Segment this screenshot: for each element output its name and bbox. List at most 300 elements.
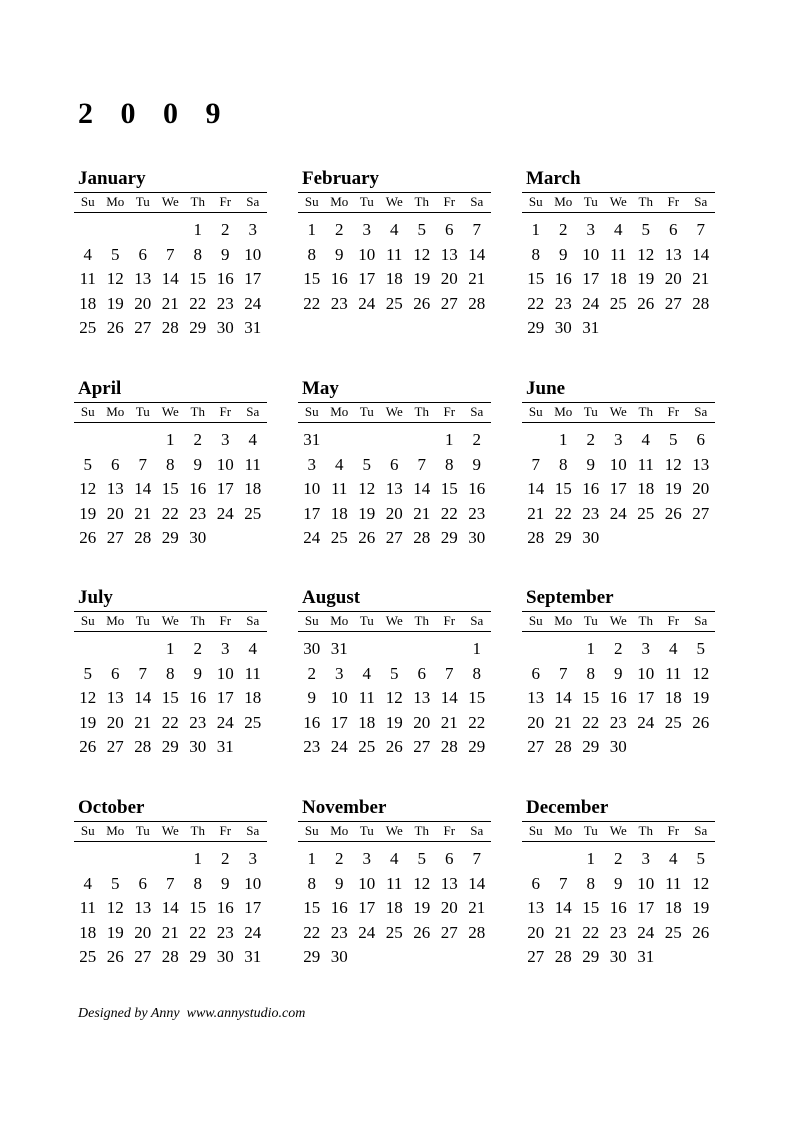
day-cell: 11 bbox=[79, 269, 96, 288]
day-cell: 18 bbox=[664, 688, 682, 707]
day-cell: 17 bbox=[216, 688, 234, 707]
weekday-label: Sa bbox=[470, 194, 484, 209]
day-cell: 14 bbox=[134, 479, 152, 498]
month-march bbox=[522, 168, 717, 343]
day-cell: 24 bbox=[609, 503, 627, 523]
day-cell: 4 bbox=[248, 430, 257, 449]
day-cell: 18 bbox=[664, 898, 682, 917]
day-cell: 2 bbox=[472, 430, 481, 449]
weekday-label: Su bbox=[304, 404, 319, 419]
day-cell: 14 bbox=[134, 688, 152, 707]
day-cell: 8 bbox=[531, 244, 540, 264]
day-cell: 27 bbox=[527, 737, 545, 756]
day-cell: 21 bbox=[161, 293, 179, 313]
day-cell: 4 bbox=[362, 663, 371, 683]
day-cell: 30 bbox=[303, 639, 321, 658]
day-cell: 4 bbox=[390, 849, 399, 868]
day-cell: 9 bbox=[193, 454, 202, 474]
weekday-label: Mo bbox=[330, 194, 349, 209]
weekday-label: Fr bbox=[667, 613, 680, 628]
weekday-label: Su bbox=[304, 823, 319, 838]
day-cell: 29 bbox=[582, 947, 600, 966]
day-cell: 14 bbox=[413, 479, 431, 498]
header-rule-bottom bbox=[74, 212, 267, 213]
day-cell: 28 bbox=[413, 528, 431, 547]
weekday-label: Su bbox=[528, 194, 543, 209]
day-cell: 29 bbox=[303, 947, 321, 966]
weekday-label: Sa bbox=[694, 613, 708, 628]
day-cell: 12 bbox=[358, 479, 376, 498]
day-cell: 10 bbox=[358, 244, 376, 264]
day-cell: 8 bbox=[586, 873, 595, 893]
day-cell: 1 bbox=[307, 220, 316, 239]
month-july bbox=[74, 587, 269, 762]
day-cell: 22 bbox=[582, 712, 600, 732]
day-cell: 19 bbox=[413, 898, 431, 917]
day-cell: 12 bbox=[79, 688, 97, 707]
day-cell: 20 bbox=[692, 479, 710, 498]
day-cell: 26 bbox=[79, 528, 97, 547]
day-cell: 30 bbox=[554, 318, 572, 337]
day-cell: 2 bbox=[221, 220, 230, 239]
day-cell: 28 bbox=[161, 947, 179, 966]
day-cell: 10 bbox=[330, 688, 348, 707]
day-cell: 4 bbox=[390, 220, 399, 239]
weekday-label: Sa bbox=[470, 823, 484, 838]
day-cell: 1 bbox=[586, 849, 595, 868]
day-cell: 20 bbox=[527, 922, 545, 942]
weekday-label: Fr bbox=[443, 823, 456, 838]
day-cell: 14 bbox=[527, 479, 545, 498]
day-cell: 20 bbox=[527, 712, 545, 732]
day-cell: 31 bbox=[637, 947, 655, 966]
day-cell: 18 bbox=[358, 712, 376, 732]
day-cell: 19 bbox=[413, 269, 431, 288]
day-cell: 3 bbox=[335, 663, 344, 683]
day-cell: 8 bbox=[586, 663, 595, 683]
day-cell: 28 bbox=[554, 737, 572, 756]
day-cell: 2 bbox=[307, 663, 316, 683]
day-cell: 13 bbox=[106, 688, 124, 707]
month-name: June bbox=[526, 378, 566, 399]
day-cell: 26 bbox=[692, 922, 710, 942]
weekday-label: Sa bbox=[246, 194, 260, 209]
day-cell: 2 bbox=[221, 849, 230, 868]
day-cell: 12 bbox=[413, 244, 431, 264]
day-cell: 6 bbox=[417, 663, 426, 683]
weekday-label: Th bbox=[638, 823, 653, 838]
day-cell: 2 bbox=[193, 430, 202, 449]
day-cell: 6 bbox=[531, 873, 540, 893]
day-cell: 7 bbox=[472, 220, 481, 239]
weekday-label: Mo bbox=[330, 823, 349, 838]
day-cell: 6 bbox=[669, 220, 678, 239]
day-cell: 25 bbox=[385, 922, 403, 942]
month-august bbox=[298, 587, 493, 762]
day-cell: 26 bbox=[106, 318, 124, 337]
day-cell: 1 bbox=[307, 849, 316, 868]
day-cell: 6 bbox=[390, 454, 399, 474]
day-cell: 15 bbox=[161, 479, 179, 498]
day-cell: 10 bbox=[358, 873, 376, 893]
day-cell: 6 bbox=[111, 454, 120, 474]
day-cell: 28 bbox=[440, 737, 458, 756]
day-cell: 3 bbox=[362, 220, 371, 239]
day-cell: 5 bbox=[83, 454, 92, 474]
day-cell: 3 bbox=[362, 849, 371, 868]
day-cell: 22 bbox=[303, 922, 321, 942]
weekday-label: Fr bbox=[443, 613, 456, 628]
day-cell: 27 bbox=[106, 737, 124, 756]
day-cell: 6 bbox=[111, 663, 120, 683]
day-cell: 9 bbox=[614, 873, 623, 893]
weekday-label: Sa bbox=[246, 404, 260, 419]
day-cell: 13 bbox=[527, 898, 545, 917]
day-cell: 29 bbox=[161, 737, 179, 756]
day-cell: 9 bbox=[614, 663, 623, 683]
day-cell: 5 bbox=[111, 244, 120, 264]
day-cell: 14 bbox=[468, 244, 486, 264]
day-cell: 30 bbox=[189, 528, 207, 547]
weekday-label: Mo bbox=[106, 194, 125, 209]
day-cell: 15 bbox=[468, 688, 486, 707]
day-cell: 20 bbox=[413, 712, 431, 732]
day-cell: 15 bbox=[189, 269, 207, 288]
day-cell: 29 bbox=[440, 528, 458, 547]
day-cell: 27 bbox=[440, 922, 458, 942]
day-cell: 29 bbox=[554, 528, 572, 547]
day-cell: 11 bbox=[665, 873, 682, 893]
day-cell: 12 bbox=[637, 244, 655, 264]
weekday-label: Sa bbox=[470, 404, 484, 419]
day-cell: 7 bbox=[417, 454, 426, 474]
weekday-label: We bbox=[385, 613, 403, 628]
day-cell: 10 bbox=[637, 663, 655, 683]
day-cell: 9 bbox=[307, 688, 316, 707]
day-cell: 23 bbox=[330, 922, 348, 942]
day-cell: 29 bbox=[468, 737, 486, 756]
day-cell: 16 bbox=[609, 688, 627, 707]
day-cell: 23 bbox=[303, 737, 321, 756]
weekday-label: Su bbox=[80, 823, 95, 838]
day-cell: 14 bbox=[554, 688, 572, 707]
day-cell: 15 bbox=[161, 688, 179, 707]
day-cell: 10 bbox=[244, 873, 262, 893]
day-cell: 6 bbox=[696, 430, 705, 449]
weekday-label: Th bbox=[190, 404, 205, 419]
day-cell: 22 bbox=[303, 293, 321, 313]
day-cell: 22 bbox=[554, 503, 572, 523]
weekday-label: Th bbox=[190, 613, 205, 628]
day-cell: 3 bbox=[641, 849, 650, 868]
day-cell: 14 bbox=[468, 873, 486, 893]
day-cell: 28 bbox=[134, 528, 152, 547]
day-cell: 24 bbox=[358, 922, 376, 942]
weekday-label: Tu bbox=[135, 404, 150, 419]
day-cell: 26 bbox=[637, 293, 655, 313]
day-cell: 7 bbox=[445, 663, 454, 683]
day-cell: 18 bbox=[79, 293, 97, 313]
day-cell: 1 bbox=[445, 430, 454, 449]
day-cell: 22 bbox=[161, 503, 179, 523]
header-rule-bottom bbox=[522, 422, 715, 423]
day-cell: 29 bbox=[582, 737, 600, 756]
day-cell: 18 bbox=[637, 479, 655, 498]
weekday-label: Su bbox=[80, 404, 95, 419]
day-cell: 7 bbox=[531, 454, 540, 474]
day-cell: 28 bbox=[468, 922, 486, 942]
weekday-label: Sa bbox=[694, 823, 708, 838]
day-cell: 17 bbox=[244, 898, 262, 917]
day-cell: 17 bbox=[358, 898, 376, 917]
day-cell: 19 bbox=[106, 922, 124, 942]
day-cell: 8 bbox=[445, 454, 454, 474]
weekday-label: Tu bbox=[359, 613, 374, 628]
day-cell: 26 bbox=[692, 712, 710, 732]
day-cell: 13 bbox=[385, 479, 403, 498]
day-cell: 9 bbox=[586, 454, 595, 474]
weekday-label: Mo bbox=[330, 613, 349, 628]
day-cell: 12 bbox=[664, 454, 682, 474]
day-cell: 26 bbox=[413, 293, 431, 313]
header-rule-bottom bbox=[298, 422, 491, 423]
day-cell: 2 bbox=[335, 849, 344, 868]
weekday-label: Sa bbox=[694, 404, 708, 419]
day-cell: 18 bbox=[385, 898, 403, 917]
day-cell: 13 bbox=[527, 688, 545, 707]
day-cell: 22 bbox=[161, 712, 179, 732]
weekday-label: Sa bbox=[694, 194, 708, 209]
weekday-label: Su bbox=[528, 613, 543, 628]
day-cell: 3 bbox=[307, 454, 316, 474]
day-cell: 15 bbox=[440, 479, 458, 498]
day-cell: 12 bbox=[385, 688, 403, 707]
day-cell: 27 bbox=[664, 293, 682, 313]
day-cell: 30 bbox=[582, 528, 600, 547]
day-cell: 27 bbox=[106, 528, 124, 547]
day-cell: 31 bbox=[244, 318, 262, 337]
day-cell: 4 bbox=[248, 639, 257, 658]
day-cell: 11 bbox=[637, 454, 654, 474]
day-cell: 22 bbox=[189, 293, 207, 313]
day-cell: 7 bbox=[696, 220, 705, 239]
weekday-label: We bbox=[609, 823, 627, 838]
day-cell: 24 bbox=[244, 293, 262, 313]
day-cell: 8 bbox=[307, 873, 316, 893]
day-cell: 8 bbox=[307, 244, 316, 264]
day-cell: 18 bbox=[330, 503, 348, 523]
weekday-label: Th bbox=[414, 404, 429, 419]
day-cell: 15 bbox=[303, 269, 321, 288]
day-cell: 31 bbox=[303, 430, 321, 449]
weekday-label: Th bbox=[638, 613, 653, 628]
day-cell: 30 bbox=[216, 947, 234, 966]
day-cell: 14 bbox=[440, 688, 458, 707]
day-cell: 5 bbox=[696, 639, 705, 658]
weekday-label: Sa bbox=[246, 823, 260, 838]
day-cell: 10 bbox=[303, 479, 321, 498]
day-cell: 31 bbox=[330, 639, 348, 658]
day-cell: 1 bbox=[586, 639, 595, 658]
day-cell: 5 bbox=[362, 454, 371, 474]
day-cell: 19 bbox=[664, 479, 682, 498]
day-cell: 15 bbox=[527, 269, 545, 288]
day-cell: 13 bbox=[106, 479, 124, 498]
weekday-label: Fr bbox=[667, 823, 680, 838]
day-cell: 25 bbox=[244, 712, 262, 732]
month-january bbox=[74, 168, 269, 343]
day-cell: 26 bbox=[79, 737, 97, 756]
day-cell: 19 bbox=[79, 503, 97, 523]
day-cell: 25 bbox=[609, 293, 627, 313]
day-cell: 3 bbox=[248, 849, 257, 868]
day-cell: 1 bbox=[166, 430, 175, 449]
weekday-label: Mo bbox=[106, 404, 125, 419]
day-cell: 30 bbox=[189, 737, 207, 756]
day-cell: 26 bbox=[413, 922, 431, 942]
day-cell: 23 bbox=[330, 293, 348, 313]
weekday-label: We bbox=[385, 194, 403, 209]
month-february bbox=[298, 168, 493, 343]
day-cell: 23 bbox=[216, 293, 234, 313]
day-cell: 30 bbox=[609, 737, 627, 756]
day-cell: 24 bbox=[216, 712, 234, 732]
weekday-label: Mo bbox=[330, 404, 349, 419]
weekday-label: Th bbox=[414, 823, 429, 838]
month-name: May bbox=[302, 378, 339, 399]
day-cell: 25 bbox=[637, 503, 655, 523]
day-cell: 16 bbox=[582, 479, 600, 498]
day-cell: 4 bbox=[83, 873, 92, 893]
day-cell: 18 bbox=[609, 269, 627, 288]
day-cell: 3 bbox=[586, 220, 595, 239]
day-cell: 10 bbox=[637, 873, 655, 893]
day-cell: 20 bbox=[440, 269, 458, 288]
header-rule-bottom bbox=[522, 841, 715, 842]
weekday-label: Tu bbox=[135, 823, 150, 838]
day-cell: 22 bbox=[440, 503, 458, 523]
day-cell: 9 bbox=[221, 244, 230, 264]
weekday-label: Fr bbox=[219, 404, 232, 419]
day-cell: 4 bbox=[669, 639, 678, 658]
weekday-label: Su bbox=[80, 613, 95, 628]
day-cell: 25 bbox=[664, 712, 682, 732]
day-cell: 2 bbox=[335, 220, 344, 239]
day-cell: 30 bbox=[609, 947, 627, 966]
day-cell: 19 bbox=[637, 269, 655, 288]
month-december bbox=[522, 797, 717, 972]
month-name: September bbox=[526, 587, 614, 608]
weekday-label: We bbox=[609, 613, 627, 628]
day-cell: 10 bbox=[582, 244, 600, 264]
weekday-label: Sa bbox=[246, 613, 260, 628]
day-cell: 5 bbox=[669, 430, 678, 449]
day-cell: 25 bbox=[358, 737, 376, 756]
day-cell: 3 bbox=[248, 220, 257, 239]
day-cell: 11 bbox=[665, 663, 682, 683]
weekday-label: Tu bbox=[359, 194, 374, 209]
day-cell: 10 bbox=[244, 244, 262, 264]
day-cell: 16 bbox=[609, 898, 627, 917]
day-cell: 7 bbox=[166, 873, 175, 893]
day-cell: 13 bbox=[413, 688, 431, 707]
day-cell: 15 bbox=[582, 688, 600, 707]
day-cell: 17 bbox=[582, 269, 600, 288]
day-cell: 23 bbox=[468, 503, 486, 523]
day-cell: 13 bbox=[692, 454, 710, 474]
weekday-label: We bbox=[161, 823, 179, 838]
day-cell: 12 bbox=[79, 479, 97, 498]
day-cell: 24 bbox=[637, 712, 655, 732]
weekday-label: Sa bbox=[470, 613, 484, 628]
weekday-label: Tu bbox=[359, 823, 374, 838]
day-cell: 6 bbox=[138, 244, 147, 264]
day-cell: 16 bbox=[189, 688, 207, 707]
day-cell: 23 bbox=[189, 503, 207, 523]
weekday-label: We bbox=[609, 404, 627, 419]
day-cell: 6 bbox=[138, 873, 147, 893]
day-cell: 5 bbox=[417, 849, 426, 868]
day-cell: 10 bbox=[609, 454, 627, 474]
day-cell: 10 bbox=[216, 454, 234, 474]
weekday-label: We bbox=[609, 194, 627, 209]
weekday-label: Fr bbox=[667, 194, 680, 209]
day-cell: 7 bbox=[559, 663, 568, 683]
day-cell: 28 bbox=[527, 528, 545, 547]
day-cell: 21 bbox=[134, 712, 152, 732]
day-cell: 4 bbox=[669, 849, 678, 868]
weekday-label: Fr bbox=[219, 823, 232, 838]
day-cell: 8 bbox=[166, 454, 175, 474]
day-cell: 9 bbox=[335, 244, 344, 264]
day-cell: 19 bbox=[79, 712, 97, 732]
day-cell: 15 bbox=[303, 898, 321, 917]
day-cell: 17 bbox=[609, 479, 627, 498]
day-cell: 9 bbox=[559, 244, 568, 264]
day-cell: 23 bbox=[189, 712, 207, 732]
day-cell: 19 bbox=[692, 898, 710, 917]
day-cell: 16 bbox=[554, 269, 572, 288]
month-october bbox=[74, 797, 269, 972]
day-cell: 4 bbox=[83, 244, 92, 264]
weekday-label: We bbox=[161, 613, 179, 628]
day-cell: 11 bbox=[79, 898, 96, 917]
day-cell: 19 bbox=[385, 712, 403, 732]
weekday-label: Fr bbox=[219, 613, 232, 628]
day-cell: 21 bbox=[413, 503, 431, 523]
day-cell: 2 bbox=[559, 220, 568, 239]
day-cell: 20 bbox=[134, 922, 152, 942]
day-cell: 10 bbox=[216, 663, 234, 683]
day-cell: 7 bbox=[559, 873, 568, 893]
day-cell: 3 bbox=[221, 639, 230, 658]
day-cell: 18 bbox=[244, 479, 262, 498]
month-name: April bbox=[78, 378, 122, 399]
year-title: 2 0 0 9 bbox=[78, 97, 231, 130]
day-cell: 23 bbox=[582, 503, 600, 523]
day-cell: 27 bbox=[527, 947, 545, 966]
day-cell: 12 bbox=[106, 269, 124, 288]
day-cell: 16 bbox=[189, 479, 207, 498]
weekday-label: Tu bbox=[135, 194, 150, 209]
day-cell: 3 bbox=[221, 430, 230, 449]
month-may bbox=[298, 378, 493, 553]
day-cell: 24 bbox=[330, 737, 348, 756]
day-cell: 12 bbox=[692, 663, 710, 683]
month-june bbox=[522, 378, 717, 553]
weekday-label: Fr bbox=[443, 404, 456, 419]
month-name: August bbox=[302, 587, 361, 608]
